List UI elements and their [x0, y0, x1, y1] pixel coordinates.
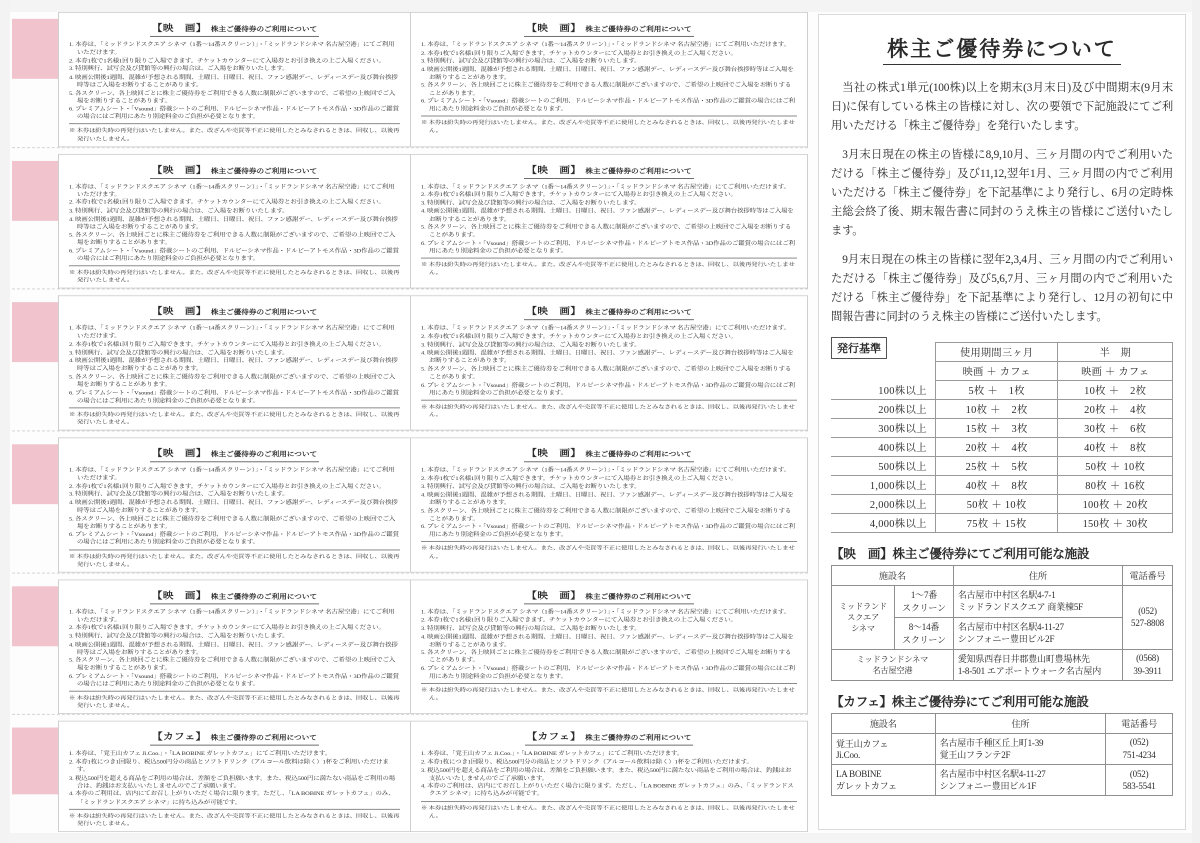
coupon-term-item: 1. 本券は、「ミッドランドスクエア シネマ（1番〜14番スクリーン）」・「ミッドランドシネマ 名古屋空港」にてご利用いただけます。 [421, 325, 790, 332]
coupon-movie-2-right[interactable] [410, 296, 808, 431]
coupon-category-label: 【映 画】 [151, 165, 207, 176]
coupon-stub-tab [12, 302, 58, 362]
criteria-share-threshold: 400株以上 [831, 437, 935, 456]
coupon-term-item: 6. プレミアムシート・「Vsound」搭載シートのご利用、ドルビーシネマ作品・ドルビーアトモス作品・3D作品のご鑑賞の場合にはご利用にあたり別途料金のご負担が必要となります。 [421, 382, 795, 397]
coupon-term-item: 3. 特別興行、試写会及び貸館等の興行の場合は、ご入場をお断りいたします。 [69, 633, 289, 640]
coupon-term-item: 3. 特別興行、試写会及び貸館等の興行の場合は、ご入場をお断りいたします。 [421, 625, 641, 632]
coupon-term-item: 5. 各スクリーン、各上映回ごとに株主ご優待券をご利用できる人数に制限がございますので、ご希望の上映回でご入場をお断りすることがあります。 [421, 649, 792, 664]
coupon-cafe-5-right[interactable] [410, 721, 808, 832]
coupon-term-item: 5. 各スクリーン、各上映回ごとに株主ご優待券をご利用できる人数に制限がございますので、ご希望の上映回でご入場をお断りすることがあります。 [421, 508, 792, 522]
coupon-term-item: 2. 本券1枚で1名様1回り限りご入場できます。チケットカウンターにて入場券とお引き換えの上ご入場ください。 [421, 191, 737, 198]
coupon-category-label: 【映 画】 [151, 449, 207, 459]
coupon-heading-label: 株主ご優待券のご利用について [585, 308, 692, 317]
criteria-row [831, 437, 1173, 456]
cinema-row [832, 649, 1173, 680]
coupon-term-item: 1. 本券は、「覚王山カフェ Ji.Coo.」・「LA BOBINE ガレットカフェ」にてご利用いただけます。 [421, 751, 684, 758]
coupon-heading-label: 株主ご優待券のご利用について [210, 592, 318, 600]
coupon-note: ※ 本券は紛失時の再発行はいたしません。また、改ざんや売買等不正に使用したとみなされるときは、回収し、以後再発行いたしません。 [421, 400, 797, 419]
coupon-term-item: 1. 本券は、「ミッドランドスクエア シネマ（1番〜14番スクリーン）」・「ミッドランドシネマ 名古屋空港」にてご利用いただけます。 [69, 183, 395, 198]
coupon-row [12, 296, 808, 431]
coupon-term-item: 5. 各スクリーン、各上映回ごとに株主ご優待券をご利用できる人数に制限がございますので、ご希望の上映回でご入場をお断りすることがあります。 [69, 232, 396, 246]
cinema-header-name: 施設名 [832, 565, 954, 585]
scan-edge-left [0, 0, 10, 843]
coupon-stub-tab [12, 161, 58, 221]
coupon-header [421, 729, 797, 746]
criteria-quarter-value: 10枚 ＋ 2枚 [935, 399, 1058, 418]
cafe-header-tel: 電話番号 [1106, 713, 1173, 733]
coupon-term-item: 2. 本券1枚で1名様1回り限りご入場できます。チケットカウンターにて入場券とお引き換えの上ご入場ください。 [421, 333, 737, 340]
criteria-half-value: 50枚 ＋ 10枚 [1058, 456, 1173, 475]
criteria-row [831, 380, 1173, 399]
cafe-facility-name: 覚王山カフェ Ji.Coo. [832, 733, 936, 764]
cinema-screen-range: 8〜14番 スクリーン [895, 617, 954, 649]
page-title-text: 株主ご優待券について [883, 37, 1121, 65]
coupon-term-item: 2. 本券1枚で1名様1回り限りご入場できます。チケットカウンターにて入場券とお引き換えの上ご入場ください。 [69, 57, 385, 64]
coupon-movie-3-left[interactable] [58, 437, 410, 572]
coupon-term-item: 4. 映画公開後1週間、混雑が予想される期間、土曜日、日曜日、祝日、ファン感謝デー、レディースデー及び舞台挨拶時等はご入場をお断りすることがあります。 [421, 633, 794, 648]
coupon-term-item: 6. プレミアムシート・「Vsound」搭載シートのご利用、ドルビーシネマ作品・ドルビーアトモス作品・3D作品のご鑑賞の場合にはご利用にあたり別途料金のご負担が必要となります。 [421, 665, 795, 680]
criteria-share-threshold: 500株以上 [831, 456, 935, 475]
coupon-term-item: 6. プレミアムシート・「Vsound」搭載シートのご利用、ドルビーシネマ作品・ドルビーアトモス作品・3D作品のご鑑賞の場合にはご利用にあたり別途料金のご負担が必要となります。 [69, 673, 399, 688]
coupon-term-item: 5. 各スクリーン、各上映回ごとに株主ご優待券をご利用できる人数に制限がございますので、ご希望の上映回でご入場をお断りすることがあります。 [69, 374, 396, 388]
cinema-facilities-table [831, 565, 1173, 681]
coupon-term-item: 6. プレミアムシート・「Vsound」搭載シートのご利用、ドルビーシネマ作品・ドルビーアトモス作品・3D作品のご鑑賞の場合にはご利用にあたり別途料金のご負担が必要となります。 [69, 531, 399, 546]
cafe-row [832, 765, 1173, 796]
coupon-heading-label: 株主ご優待券のご利用について [210, 308, 318, 317]
coupon-category-label: 【映 画】 [151, 23, 207, 34]
criteria-quarter-value: 50枚 ＋ 10枚 [935, 494, 1058, 513]
coupon-heading-label: 株主ご優待券のご利用について [585, 24, 692, 33]
coupon-heading-label: 株主ご優待券のご利用について [585, 733, 692, 742]
coupon-header [69, 162, 400, 179]
coupon-stub-tab [12, 19, 58, 79]
perforation-line [12, 572, 808, 573]
perforation-gap [12, 431, 808, 438]
coupon-header [421, 162, 797, 179]
coupon-term-item: 2. 本券1枚につき1回限り、税込500円分の商品とソフトドリンク（アルコール飲料は除く）1杯をご利用いただけます。 [69, 759, 389, 774]
coupon-term-item: 3. 特別興行、試写会及び貸館等の興行の場合は、ご入場をお断りいたします。 [421, 342, 641, 349]
cinema-address: 名古屋市中村区名駅4-7-1 ミッドランドスクエア 商業棟5F [953, 585, 1122, 617]
criteria-share-threshold: 300株以上 [831, 418, 935, 437]
coupon-term-item: 2. 本券1枚で1名様1回り限りご入場できます。チケットカウンターにて入場券とお引き換えの上ご入場ください。 [69, 199, 385, 206]
coupon-term-item: 1. 本券は、「ミッドランドスクエア シネマ（1番〜14番スクリーン）」・「ミッドランドシネマ 名古屋空港」にてご利用いただけます。 [69, 325, 395, 340]
coupon-term-item: 4. 映画公開後1週間、混雑が予想される期間、土曜日、日曜日、祝日、ファン感謝デー、レディースデー及び舞台挨拶時等はご入場をお断りすることがあります。 [69, 641, 398, 656]
coupon-header [421, 20, 797, 37]
coupon-term-item: 4. 映画公開後1週間、混雑が予想される期間、土曜日、日曜日、祝日、ファン感謝デー、レディースデー及び舞台挨拶時等はご入場をお断りすることがあります。 [421, 208, 794, 223]
coupon-term-item: 3. 特別興行、試写会及び貸館等の興行の場合は、ご入場をお断りいたします。 [421, 483, 641, 490]
coupon-terms-list [69, 325, 400, 405]
coupon-term-item: 3. 税込500円を超える商品をご利用の場合は、差額をご負担願います。また、税込500円に満たない商品をご利用の場合は、釣銭はお支払いいたしませんのでご了承願います。 [421, 767, 792, 782]
coupon-term-item: 1. 本券は、「覚王山カフェ Ji.Coo.」・「LA BOBINE ガレットカフェ」にてご利用いただけます。 [69, 751, 332, 758]
coupon-term-item: 5. 各スクリーン、各上映回ごとに株主ご優待券をご利用できる人数に制限がございますので、ご希望の上映回でご入場をお断りすることがあります。 [69, 90, 396, 105]
coupon-note: ※ 本券は紛失時の再発行はいたしません。また、改ざんや売買等不正に使用したとみなされるときは、回収し、以後再発行いたしません。 [69, 809, 400, 828]
coupon-term-item: 6. プレミアムシート・「Vsound」搭載シートのご利用、ドルビーシネマ作品・ドルビーアトモス作品・3D作品のご鑑賞の場合にはご利用にあたり別途料金のご負担が必要となります。 [421, 524, 795, 538]
coupon-terms-list [421, 183, 797, 255]
coupon-term-item: 6. プレミアムシート・「Vsound」搭載シートのご利用、ドルビーシネマ作品・ドルビーアトモス作品・3D作品のご鑑賞の場合にはご利用にあたり別途料金のご負担が必要となります。 [69, 106, 399, 121]
issuance-criteria-table [831, 342, 1173, 533]
coupon-category-label: 【カフェ】 [152, 733, 207, 743]
september-record-date-paragraph: 9月末日現在の株主の皆様に翌年2,3,4月、三ヶ月間の内でご利用いただける「株主ご優待券」及び5,6,7月、三ヶ月間の内でご利用いただける「株主ご優待券」を下記基準により発行し、12月の初旬に中間報告書に同封のうえ株主の皆様にご送付いたします。 [831, 253, 1173, 323]
coupon-heading-label: 株主ご優待券のご利用について [585, 166, 692, 175]
cinema-header-row [832, 565, 1173, 585]
coupon-row [12, 437, 808, 572]
coupon-terms-list [69, 467, 400, 547]
cinema-address: 愛知県西春日井郡豊山町豊場林先 1-8-501 エアポートウォーク名古屋内 [953, 649, 1122, 680]
coupon-category-label: 【映 画】 [526, 165, 582, 176]
criteria-quarter-value: 15枚 ＋ 3枚 [935, 418, 1058, 437]
cinema-facility-name: ミッドランド スクエア シネマ [832, 585, 895, 649]
coupon-grid [12, 12, 808, 827]
criteria-half-value: 40枚 ＋ 8枚 [1058, 437, 1173, 456]
coupon-row [12, 12, 808, 147]
coupon-category-label: 【映 画】 [526, 23, 582, 34]
coupon-term-item: 2. 本券1枚で1名様1回り限りご入場できます。チケットカウンターにて入場券とお引き換えの上ご入場ください。 [421, 475, 737, 482]
coupon-movie-0-left[interactable] [58, 12, 410, 147]
march-record-date-paragraph: 3月末日現在の株主の皆様に8,9,10月、三ヶ月間の内でご利用いただける「株主ご優待券」及び11,12,翌年1月、三ヶ月間の内でご利用いただける「株主ご優待券」を下記基準により発行し、6月の定時株主総会終了後、期末報告書に同封のうえ株主の皆様にご送付いたします。 [831, 148, 1173, 237]
coupon-movie-0-right[interactable] [410, 12, 808, 147]
criteria-half-value: 10枚 ＋ 2枚 [1058, 380, 1173, 399]
coupon-term-item: 6. プレミアムシート・「Vsound」搭載シートのご利用、ドルビーシネマ作品・ドルビーアトモス作品・3D作品のご鑑賞の場合にはご利用にあたり別途料金のご負担が必要となります。 [69, 390, 399, 404]
coupon-term-item: 4. 映画公開後1週間、混雑が予想される期間、土曜日、日曜日、祝日、ファン感謝デー、レディースデー及び舞台挨拶時等はご入場をお断りすることがあります。 [69, 216, 398, 230]
coupon-terms-list [69, 183, 400, 263]
coupon-header [69, 303, 400, 320]
cafe-facilities-table [831, 713, 1173, 796]
coupon-category-label: 【映 画】 [151, 307, 207, 318]
coupon-term-item: 2. 本券1枚で1名様1回り限りご入場できます。チケットカウンターにて入場券とお引き換えの上ご入場ください。 [69, 625, 385, 632]
coupon-term-item: 1. 本券は、「ミッドランドスクエア シネマ（1番〜14番スクリーン）」・「ミッドランドシネマ 名古屋空港」にてご利用いただけます。 [69, 41, 395, 56]
coupon-term-item: 6. プレミアムシート・「Vsound」搭載シートのご利用、ドルビーシネマ作品・ドルビーアトモス作品・3D作品のご鑑賞の場合にはご利用にあたり別途料金のご負担が必要となります。 [421, 240, 795, 255]
coupon-movie-1-left[interactable] [58, 154, 410, 289]
coupon-term-item: 2. 本券1枚で1名様1回り限りご入場できます。チケットカウンターにて入場券とお引き換えの上ご入場ください。 [69, 341, 385, 348]
cafe-header-row [832, 713, 1173, 733]
coupon-header [421, 445, 797, 462]
information-panel [818, 14, 1186, 830]
cafe-header-address: 住所 [935, 713, 1106, 733]
coupon-terms-list [69, 41, 400, 121]
coupon-terms-list [421, 41, 797, 113]
cafe-address: 名古屋市千種区丘上町1-39 覚王山フランテ2F [935, 733, 1106, 764]
coupon-category-label: 【カフェ】 [526, 733, 582, 743]
scan-edge-bottom [0, 833, 1200, 843]
criteria-row [831, 418, 1173, 437]
criteria-row [831, 494, 1173, 513]
criteria-quarter-value: 5枚 ＋ 1枚 [935, 380, 1058, 399]
coupon-term-item: 4. 映画公開後1週間、混雑が予想される期間、土曜日、日曜日、祝日、ファン感謝デー、レディースデー及び舞台挨拶時等はご入場をお断りすることがあります。 [421, 350, 794, 365]
coupon-term-item: 3. 特別興行、試写会及び貸館等の興行の場合は、ご入場をお断りいたします。 [69, 66, 289, 73]
cafe-header-name: 施設名 [832, 713, 936, 733]
criteria-quarter-value: 75枚 ＋ 15枚 [935, 513, 1058, 532]
coupon-header [69, 729, 400, 746]
coupon-note: ※ 本券は紛失時の再発行はいたしません。また、改ざんや売買等不正に使用したとみなされるときは、回収し、以後再発行いたしません。 [421, 683, 797, 702]
criteria-row [831, 456, 1173, 475]
coupon-movie-2-left[interactable] [58, 296, 410, 431]
coupon-term-item: 1. 本券は、「ミッドランドスクエア シネマ（1番〜14番スクリーン）」・「ミッドランドシネマ 名古屋空港」にてご利用いただけます。 [421, 609, 790, 616]
coupon-term-item: 3. 特別興行、試写会及び貸館等の興行の場合は、ご入場をお断りいたします。 [69, 207, 289, 214]
cafe-address: 名古屋市中村区名駅4-11-27 シンフォニー豊田ビル1F [935, 765, 1106, 796]
coupon-term-item: 4. 本券のご利用は、店内にてお召し上がりいただく場合に限ります。ただし、「LA BOBINE ガレットカフェ」のみ、「ミッドランドスクエア シネマ」に持ち込みが可能です。 [69, 791, 395, 806]
coupon-term-item: 6. プレミアムシート・「Vsound」搭載シートのご利用、ドルビーシネマ作品・ドルビーアトモス作品・3D作品のご鑑賞の場合にはご利用にあたり別途料金のご負担が必要となります。 [421, 98, 795, 113]
perforation-gap [12, 572, 808, 579]
coupon-term-item: 1. 本券は、「ミッドランドスクエア シネマ（1番〜14番スクリーン）」・「ミッドランドシネマ 名古屋空港」にてご利用いただけます。 [69, 609, 395, 624]
coupon-header [421, 303, 797, 320]
criteria-quarter-value: 25枚 ＋ 5枚 [935, 456, 1058, 475]
coupon-terms-list [69, 750, 400, 806]
page-title [831, 33, 1173, 67]
coupon-note: ※ 本券は紛失時の再発行はいたしません。また、改ざんや売買等不正に使用したとみなされるときは、回収し、以後再発行いたしません。 [69, 124, 400, 143]
coupon-term-item: 3. 特別興行、試写会及び貸館等の興行の場合は、ご入場をお断りいたします。 [421, 58, 641, 65]
coupon-note: ※ 本券は紛失時の再発行はいたしません。また、改ざんや売買等不正に使用したとみなされるときは、回収し、以後再発行いたしません。 [421, 258, 797, 277]
coupon-term-item: 3. 特別興行、試写会及び貸館等の興行の場合は、ご入場をお断りいたします。 [69, 491, 289, 498]
coupon-term-item: 5. 各スクリーン、各上映回ごとに株主ご優待券をご利用できる人数に制限がございますので、ご希望の上映回でご入場をお断りすることがあります。 [421, 366, 792, 381]
coupon-terms-list [421, 467, 797, 539]
criteria-share-threshold: 1,000株以上 [831, 475, 935, 494]
coupon-term-item: 4. 映画公開後1週間、混雑が予想される期間、土曜日、日曜日、祝日、ファン感謝デー、レディースデー及び舞台挨拶時等はご入場をお断りすることがあります。 [69, 74, 398, 89]
coupon-term-item: 2. 本券1枚で1名様1回り限りご入場できます。チケットカウンターにて入場券とお引き換えの上ご入場ください。 [421, 617, 737, 624]
criteria-row [831, 399, 1173, 418]
criteria-half-value: 80枚 ＋ 16枚 [1058, 475, 1173, 494]
cinema-address: 名古屋市中村区名駅4-11-27 シンフォニー豊田ビル2F [953, 617, 1122, 649]
perforation-line [12, 431, 808, 432]
cafe-telephone: (052) 583-5541 [1106, 765, 1173, 796]
coupon-movie-4-right[interactable] [410, 579, 808, 714]
coupon-note: ※ 本券は紛失時の再発行はいたしません。また、改ざんや売買等不正に使用したとみなされるときは、回収し、以後再発行いたしません。 [69, 265, 400, 284]
coupon-row [12, 721, 808, 832]
coupon-cafe-5-left[interactable] [58, 721, 410, 832]
coupon-stub-tab [12, 728, 58, 795]
coupon-heading-label: 株主ご優待券のご利用について [210, 24, 318, 33]
coupon-terms-list [69, 608, 400, 688]
cafe-row [832, 733, 1173, 764]
criteria-half-value: 30枚 ＋ 6枚 [1058, 418, 1173, 437]
criteria-corner-spacer [831, 361, 935, 380]
coupon-term-item: 5. 各スクリーン、各上映回ごとに株主ご優待券をご利用できる人数に制限がございますので、ご希望の上映回でご入場をお断りすることがあります。 [421, 82, 792, 97]
criteria-row [831, 475, 1173, 494]
criteria-share-threshold: 2,000株以上 [831, 494, 935, 513]
perforation-gap [12, 714, 808, 721]
coupon-term-item: 1. 本券は、「ミッドランドスクエア シネマ（1番〜14番スクリーン）」・「ミッドランドシネマ 名古屋空港」にてご利用いただけます。 [421, 41, 790, 48]
criteria-group-header: 半 期 [1058, 342, 1173, 361]
scan-edge-top [0, 0, 1200, 12]
cinema-facilities-title: 【映 画】株主ご優待券にてご利用可能な施設 [831, 546, 1090, 561]
perforation-gap [12, 147, 808, 154]
coupon-movie-1-right[interactable] [410, 154, 808, 289]
coupon-terms-list [421, 608, 797, 680]
cinema-row [832, 585, 1173, 617]
coupon-movie-3-right[interactable] [410, 437, 808, 572]
coupon-term-item: 4. 映画公開後1週間、混雑が予想される期間、土曜日、日曜日、祝日、ファン感謝デー、レディースデー及び舞台挨拶時等はご入場をお断りすることがあります。 [69, 358, 398, 372]
cinema-facility-name: ミッドランドシネマ 名古屋空港 [832, 649, 954, 680]
issuance-criteria-label: 発行基準 [831, 337, 887, 359]
coupon-term-item: 4. 映画公開後1週間、混雑が予想される期間、土曜日、日曜日、祝日、ファン感謝デー、レディースデー及び舞台挨拶時等はご入場をお断りすることがあります。 [421, 492, 794, 506]
coupon-term-item: 5. 各スクリーン、各上映回ごとに株主ご優待券をご利用できる人数に制限がございますので、ご希望の上映回でご入場をお断りすることがあります。 [69, 515, 396, 530]
coupon-category-label: 【映 画】 [151, 591, 207, 601]
coupon-heading-label: 株主ご優待券のご利用について [585, 450, 692, 459]
criteria-sub-header-row [831, 361, 1173, 380]
criteria-half-value: 100枚 ＋ 20枚 [1058, 494, 1173, 513]
coupon-note: ※ 本券は紛失時の再発行はいたしません。また、改ざんや売買等不正に使用したとみなされるときは、回収し、以後再発行いたしません。 [69, 691, 400, 710]
coupon-heading-label: 株主ご優待券のご利用について [585, 592, 692, 600]
coupon-term-item: 5. 各スクリーン、各上映回ごとに株主ご優待券をご利用できる人数に制限がございますので、ご希望の上映回でご入場をお断りすることがあります。 [69, 657, 396, 672]
scan-edge-right [1192, 0, 1200, 843]
coupon-term-item: 3. 税込500円を超える商品をご利用の場合は、差額をご負担願います。また、税込500円に満たない商品をご利用の場合は、釣銭はお支払いいたしませんのでご了承願います。 [69, 775, 396, 790]
coupon-term-item: 1. 本券は、「ミッドランドスクエア シネマ（1番〜14番スクリーン）」・「ミッドランドシネマ 名古屋空港」にてご利用いただけます。 [421, 183, 790, 190]
cafe-facilities-title: 【カフェ】株主ご優待券にてご利用可能な施設 [831, 694, 1089, 709]
criteria-sub-header: 映画 ＋ カフェ [935, 361, 1058, 380]
coupon-term-item: 1. 本券は、「ミッドランドスクエア シネマ（1番〜14番スクリーン）」・「ミッドランドシネマ 名古屋空港」にてご利用いただけます。 [421, 467, 790, 474]
coupon-heading-label: 株主ご優待券のご利用について [210, 166, 318, 175]
coupon-term-item: 4. 本券のご利用は、店内にてお召し上がりいただく場合に限ります。ただし、「LA BOBINE ガレットカフェ」のみ、「ミッドランドスクエア シネマ」に持ち込みが可能です。 [421, 783, 794, 798]
coupon-term-item: 4. 映画公開後1週間、混雑が予想される期間、土曜日、日曜日、祝日、ファン感謝デー、レディースデー及び舞台挨拶時等はご入場をお断りすることがあります。 [69, 499, 398, 514]
coupon-term-item: 2. 本券1枚につき1回限り、税込500円分の商品とソフトドリンク（アルコール飲料は除く）1杯をご利用いただけます。 [421, 759, 753, 766]
cafe-telephone: (052) 751-4234 [1106, 733, 1173, 764]
cinema-header-tel: 電話番号 [1123, 565, 1173, 585]
coupon-heading-label: 株主ご優待券のご利用について [210, 733, 317, 742]
coupon-stub-tab [12, 444, 58, 504]
cinema-telephone: (0568) 39-3911 [1123, 649, 1173, 680]
cinema-screen-range: 1〜7番 スクリーン [895, 585, 954, 617]
criteria-row [831, 513, 1173, 532]
issuance-criteria-section [831, 337, 1173, 533]
criteria-quarter-value: 40枚 ＋ 8枚 [935, 475, 1058, 494]
coupon-note: ※ 本券は紛失時の再発行はいたしません。また、改ざんや売買等不正に使用したとみなされるときは、回収し、以後再発行いたしません。 [421, 541, 797, 560]
coupon-header [421, 587, 797, 604]
intro-paragraph: 当社の株式1単元(100株)以上を期末(3月末日)及び中間期末(9月末日)に保有している株主の皆様に対し、次の要領で下記施設にてご利用いただける「株主ご優待券」を発行いたします。 [831, 82, 1173, 132]
coupon-stub-tab [12, 586, 58, 646]
coupon-terms-list [421, 750, 797, 798]
coupon-row [12, 154, 808, 289]
perforation-line [12, 289, 808, 290]
perforation-gap [12, 289, 808, 296]
coupon-note: ※ 本券は紛失時の再発行はいたしません。また、改ざんや売買等不正に使用したとみなされるときは、回収し、以後再発行いたしません。 [421, 801, 797, 820]
criteria-half-value: 150枚 ＋ 30枚 [1058, 513, 1173, 532]
criteria-share-threshold: 4,000株以上 [831, 513, 935, 532]
coupon-term-item: 5. 各スクリーン、各上映回ごとに株主ご優待券をご利用できる人数に制限がございますので、ご希望の上映回でご入場をお断りすることがあります。 [421, 224, 792, 239]
coupon-row [12, 579, 808, 714]
criteria-share-threshold: 100株以上 [831, 380, 935, 399]
coupon-header [69, 20, 400, 37]
coupon-term-item: 3. 特別興行、試写会及び貸館等の興行の場合は、ご入場をお断りいたします。 [69, 349, 289, 356]
coupon-term-item: 3. 特別興行、試写会及び貸館等の興行の場合は、ご入場をお断りいたします。 [421, 200, 641, 207]
coupon-heading-label: 株主ご優待券のご利用について [210, 450, 318, 459]
coupon-category-label: 【映 画】 [526, 449, 582, 459]
criteria-sub-header: 映画 ＋ カフェ [1058, 361, 1173, 380]
coupon-header [69, 587, 400, 604]
coupon-term-item: 2. 本券1枚で1名様1回り限りご入場できます。チケットカウンターにて入場券とお引き換えの上ご入場ください。 [69, 483, 385, 490]
coupon-terms-list [421, 325, 797, 397]
criteria-group-header: 使用期間三ヶ月 [935, 342, 1058, 361]
cinema-telephone: (052) 527-8808 [1123, 585, 1173, 649]
coupon-term-item: 6. プレミアムシート・「Vsound」搭載シートのご利用、ドルビーシネマ作品・ドルビーアトモス作品・3D作品のご鑑賞の場合にはご利用にあたり別途料金のご負担が必要となります。 [69, 248, 399, 262]
coupon-term-item: 2. 本券1枚で1名様1回り限りご入場できます。チケットカウンターにて入場券とお引き換えの上ご入場ください。 [421, 50, 737, 57]
coupon-movie-4-left[interactable] [58, 579, 410, 714]
perforation-line [12, 147, 808, 148]
coupon-category-label: 【映 画】 [526, 307, 582, 318]
perforation-line [12, 714, 808, 715]
coupon-category-label: 【映 画】 [526, 591, 582, 601]
coupon-header [69, 445, 400, 462]
criteria-quarter-value: 20枚 ＋ 4枚 [935, 437, 1058, 456]
coupon-term-item: 1. 本券は、「ミッドランドスクエア シネマ（1番〜14番スクリーン）」・「ミッドランドシネマ 名古屋空港」にてご利用いただけます。 [69, 467, 395, 482]
coupon-term-item: 4. 映画公開後1週間、混雑が予想される期間、土曜日、日曜日、祝日、ファン感謝デー、レディースデー及び舞台挨拶時等はご入場をお断りすることがあります。 [421, 66, 794, 81]
criteria-share-threshold: 200株以上 [831, 399, 935, 418]
criteria-half-value: 20枚 ＋ 4枚 [1058, 399, 1173, 418]
cinema-header-address: 住所 [953, 565, 1122, 585]
coupon-note: ※ 本券は紛失時の再発行はいたしません。また、改ざんや売買等不正に使用したとみなされるときは、回収し、以後再発行いたしません。 [421, 116, 797, 135]
coupon-note: ※ 本券は紛失時の再発行はいたしません。また、改ざんや売買等不正に使用したとみなされるときは、回収し、以後再発行いたしません。 [69, 407, 400, 426]
coupon-note: ※ 本券は紛失時の再発行はいたしません。また、改ざんや売買等不正に使用したとみなされるときは、回収し、以後再発行いたしません。 [69, 549, 400, 568]
cafe-facility-name: LA BOBINE ガレットカフェ [832, 765, 936, 796]
